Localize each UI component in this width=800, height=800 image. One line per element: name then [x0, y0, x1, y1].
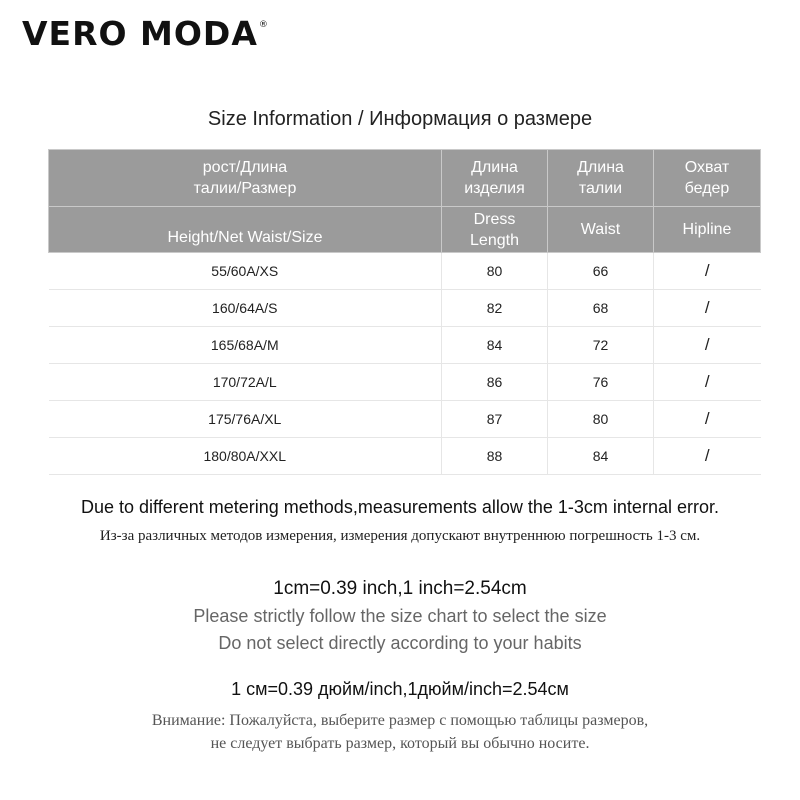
table-row [49, 253, 761, 290]
header-hipline-ru: Охват бедер [654, 150, 761, 207]
waist-cell: 84 [548, 438, 654, 475]
size-cell: 180/80A/XXL [49, 438, 442, 475]
conversion-note-ru: 1 см=0.39 дюйм/inch,1дюйм/inch=2.54см [231, 679, 569, 699]
header-row-ru [49, 150, 761, 207]
header-waist-ru: Длина талии [548, 150, 654, 207]
dress-length-cell: 80 [442, 253, 548, 290]
waist-cell: 66 [548, 253, 654, 290]
header-size-ru: рост/Длина талии/Размер [49, 150, 442, 207]
header-hipline-en: Hipline [654, 207, 761, 253]
dress-length-cell: 86 [442, 364, 548, 401]
size-cell: 165/68A/M [49, 327, 442, 364]
dress-length-cell: 84 [442, 327, 548, 364]
size-cell: 175/76A/XL [49, 401, 442, 438]
brand-name: VERO MODA [22, 14, 258, 53]
waist-cell: 80 [548, 401, 654, 438]
hipline-cell: / [654, 401, 761, 438]
hipline-cell: / [654, 290, 761, 327]
header-size-en: Height/Net Waist/Size [49, 207, 442, 253]
table-row [49, 290, 761, 327]
conversion-note-en: 1cm=0.39 inch,1 inch=2.54cm [273, 578, 527, 599]
size-cell: 160/64A/S [49, 290, 442, 327]
page-title: Size Information / Информация о размере [207, 108, 593, 130]
registered-mark: ® [258, 20, 269, 30]
dress-length-cell: 82 [442, 290, 548, 327]
attention-line-1: Внимание: Пожалуйста, выберите размер с помощью таблицы размеров, [151, 712, 649, 729]
size-table [48, 149, 761, 475]
hipline-cell: / [654, 438, 761, 475]
header-waist-en: Waist [548, 207, 654, 253]
header-row-en [49, 207, 761, 253]
error-note-ru: Из-за различных методов измерения, измерения допускают внутреннюю погрешность 1-3 см. [99, 528, 701, 544]
size-cell: 55/60A/XS [49, 253, 442, 290]
waist-cell: 68 [548, 290, 654, 327]
hipline-cell: / [654, 253, 761, 290]
size-cell: 170/72A/L [49, 364, 442, 401]
waist-cell: 72 [548, 327, 654, 364]
header-dress-length-en: Dress Length [442, 207, 548, 253]
waist-cell: 76 [548, 364, 654, 401]
table-row [49, 327, 761, 364]
hipline-cell: / [654, 327, 761, 364]
dress-length-cell: 88 [442, 438, 548, 475]
dress-length-cell: 87 [442, 401, 548, 438]
hipline-cell: / [654, 364, 761, 401]
advice-line-1: Please strictly follow the size chart to select the size [193, 606, 607, 626]
table-row [49, 438, 761, 475]
table-row [49, 364, 761, 401]
attention-line-2: не следует выбрать размер, который вы обычно носите. [210, 735, 590, 752]
size-table-body [49, 253, 761, 475]
brand-logo [22, 14, 269, 53]
advice-line-2: Do not select directly according to your habits [218, 633, 582, 653]
table-row [49, 401, 761, 438]
error-note-en: Due to different metering methods,measurements allow the 1-3cm internal error. [81, 497, 719, 517]
header-dress-length-ru: Длина изделия [442, 150, 548, 207]
